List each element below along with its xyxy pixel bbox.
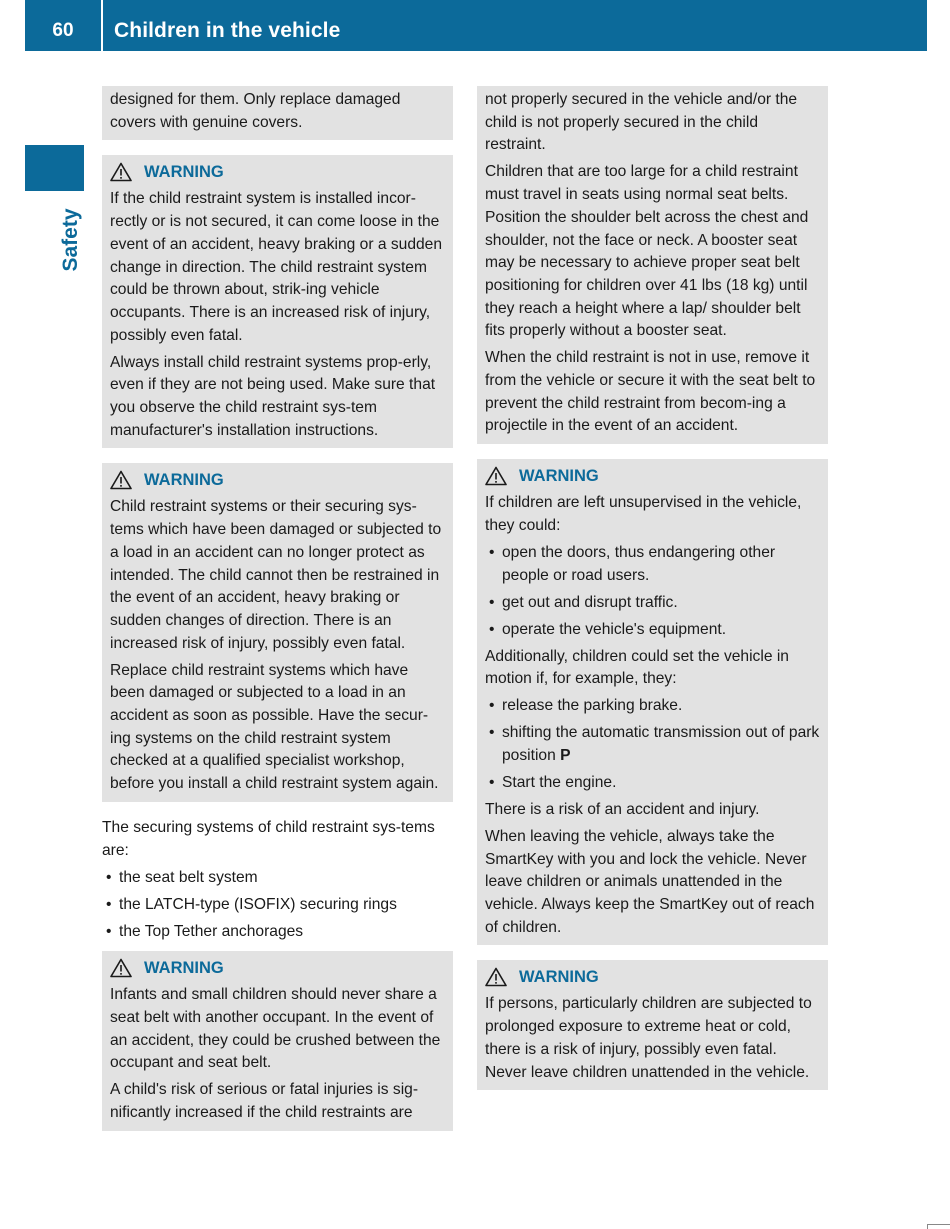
unsupervised-risks-list bbox=[485, 542, 820, 641]
warning-paragraph: When the child restraint is not in use, remove it from the vehicle or secure it with the seat belt to prevent the child restraint from becom-ing a projectile in the event of an accident. bbox=[485, 349, 816, 435]
motion-risks-list bbox=[485, 695, 820, 794]
warning-triangle-icon bbox=[110, 470, 132, 490]
list-item bbox=[485, 722, 820, 767]
warning-label: WARNING bbox=[144, 163, 224, 182]
warning-box-shared-belt bbox=[102, 951, 453, 1131]
warning-paragraph: Child restraint systems or their securing sys-tems which have been damaged or subjected to a load in an accident can no longer protect as intended. The child cannot then be restrained in the event of an accident, heavy braking or sudden changes of direction. There is an increased risk of injury, possibly even fatal. bbox=[110, 498, 442, 652]
page-header bbox=[25, 0, 927, 51]
warning-label: WARNING bbox=[519, 466, 599, 485]
list-item: • the LATCH-type (ISOFIX) securing rings bbox=[102, 894, 453, 917]
section-tab-label: Safety bbox=[59, 208, 82, 272]
warning-box-extreme-heat bbox=[477, 960, 828, 1090]
warning-box-installation bbox=[102, 155, 453, 448]
list-item: • open the doors, thus endangering other people or road users. bbox=[485, 542, 820, 587]
warning-paragraph: If persons, particularly children are subjected to prolonged exposure to extreme heat or cold, there is a risk of injury, possibly even fatal. Never leave children unattended in the vehicle. bbox=[485, 995, 812, 1081]
warning-label: WARNING bbox=[519, 968, 599, 987]
warning-label: WARNING bbox=[144, 958, 224, 977]
warning-triangle-icon bbox=[110, 958, 132, 978]
warning-paragraph: A child's risk of serious or fatal injuries is sig-nificantly increased if the child restraints are bbox=[110, 1081, 419, 1122]
warning-paragraph: not properly secured in the vehicle and/or the child is not properly secured in the child restraint. bbox=[485, 91, 798, 154]
warning-paragraph: When leaving the vehicle, always take the SmartKey with you and lock the vehicle. Never leave children or animals unattended in the vehicle. Always keep the SmartKey out of reach of children. bbox=[485, 827, 815, 936]
warning-paragraph: If the child restraint system is installed incor-rectly or is not secured, it can come loose in the event of an accident, heavy braking or a sudden change in direction. The child restraint system could be thrown about, strik-ing vehicle occupants. There is an increased risk of injury, possibly even fatal. bbox=[110, 190, 443, 344]
warning-heading bbox=[110, 468, 445, 492]
warning-heading bbox=[485, 464, 820, 488]
page-number: 60 bbox=[52, 20, 74, 41]
crop-mark bbox=[927, 1224, 950, 1229]
warning-paragraph: Always install child restraint systems prop-erly, even if they are not being used. Make sure that you observe the child restraint sys-tem manufacturer's installation instructions. bbox=[110, 353, 436, 439]
list-item: • release the parking brake. bbox=[485, 695, 820, 718]
list-item-text: shifting the automatic transmission out of park position bbox=[502, 724, 820, 764]
warning-paragraph: Infants and small children should never share a seat belt with another occupant. In the event of an accident, they could be crushed between the occupant and seat belt. bbox=[110, 986, 441, 1072]
warning-heading bbox=[110, 956, 445, 980]
warning-box-damaged-systems bbox=[102, 463, 453, 801]
page-title: Children in the vehicle bbox=[114, 19, 341, 42]
section-tab-marker bbox=[25, 145, 84, 191]
warning-triangle-icon bbox=[485, 466, 507, 486]
warning-box-unsupervised bbox=[477, 459, 828, 945]
list-item: • the seat belt system bbox=[102, 867, 453, 890]
right-column bbox=[477, 86, 828, 1105]
gear-position-label: P bbox=[560, 746, 571, 764]
continued-text: designed for them. Only replace damaged covers with genuine covers. bbox=[110, 91, 401, 131]
warning-paragraph: Children that are too large for a child restraint must travel in seats using normal seat belts. Position the shoulder belt across the chest and shoulder, not the face or neck. A booster seat may be necessary to achieve proper seat belt positioning for children over 41 lbs (18 kg) until they reach a height where a lap/ shoulder belt fits properly without a booster seat. bbox=[485, 163, 809, 340]
list-item: • operate the vehicle's equipment. bbox=[485, 619, 820, 642]
warning-paragraph: If children are left unsupervised in the vehicle, they could: bbox=[485, 494, 802, 534]
warning-triangle-icon bbox=[110, 162, 132, 182]
securing-systems-list bbox=[102, 867, 453, 944]
header-divider bbox=[101, 0, 103, 51]
warning-label: WARNING bbox=[144, 471, 224, 490]
body-paragraph: The securing systems of child restraint sys-tems are: bbox=[102, 818, 435, 859]
warning-heading bbox=[110, 160, 445, 184]
continued-note-box bbox=[102, 86, 453, 140]
list-item: • Start the engine. bbox=[485, 772, 820, 795]
list-item: • get out and disrupt traffic. bbox=[485, 592, 820, 615]
list-item: • the Top Tether anchorages bbox=[102, 921, 453, 944]
continued-warning-box bbox=[477, 86, 828, 444]
warning-paragraph: Additionally, children could set the vehicle in motion if, for example, they: bbox=[485, 647, 789, 688]
warning-triangle-icon bbox=[485, 967, 507, 987]
left-column bbox=[102, 86, 453, 1146]
warning-paragraph: Replace child restraint systems which have been damaged or subjected to a load in an accident as soon as possible. Have the secur-ing systems on the child restraint system checked at a qualified specialist workshop, before you install a child restraint system again. bbox=[110, 661, 439, 793]
securing-systems-section bbox=[102, 817, 453, 943]
warning-heading bbox=[485, 965, 820, 989]
warning-paragraph: There is a risk of an accident and injury. bbox=[485, 800, 760, 818]
